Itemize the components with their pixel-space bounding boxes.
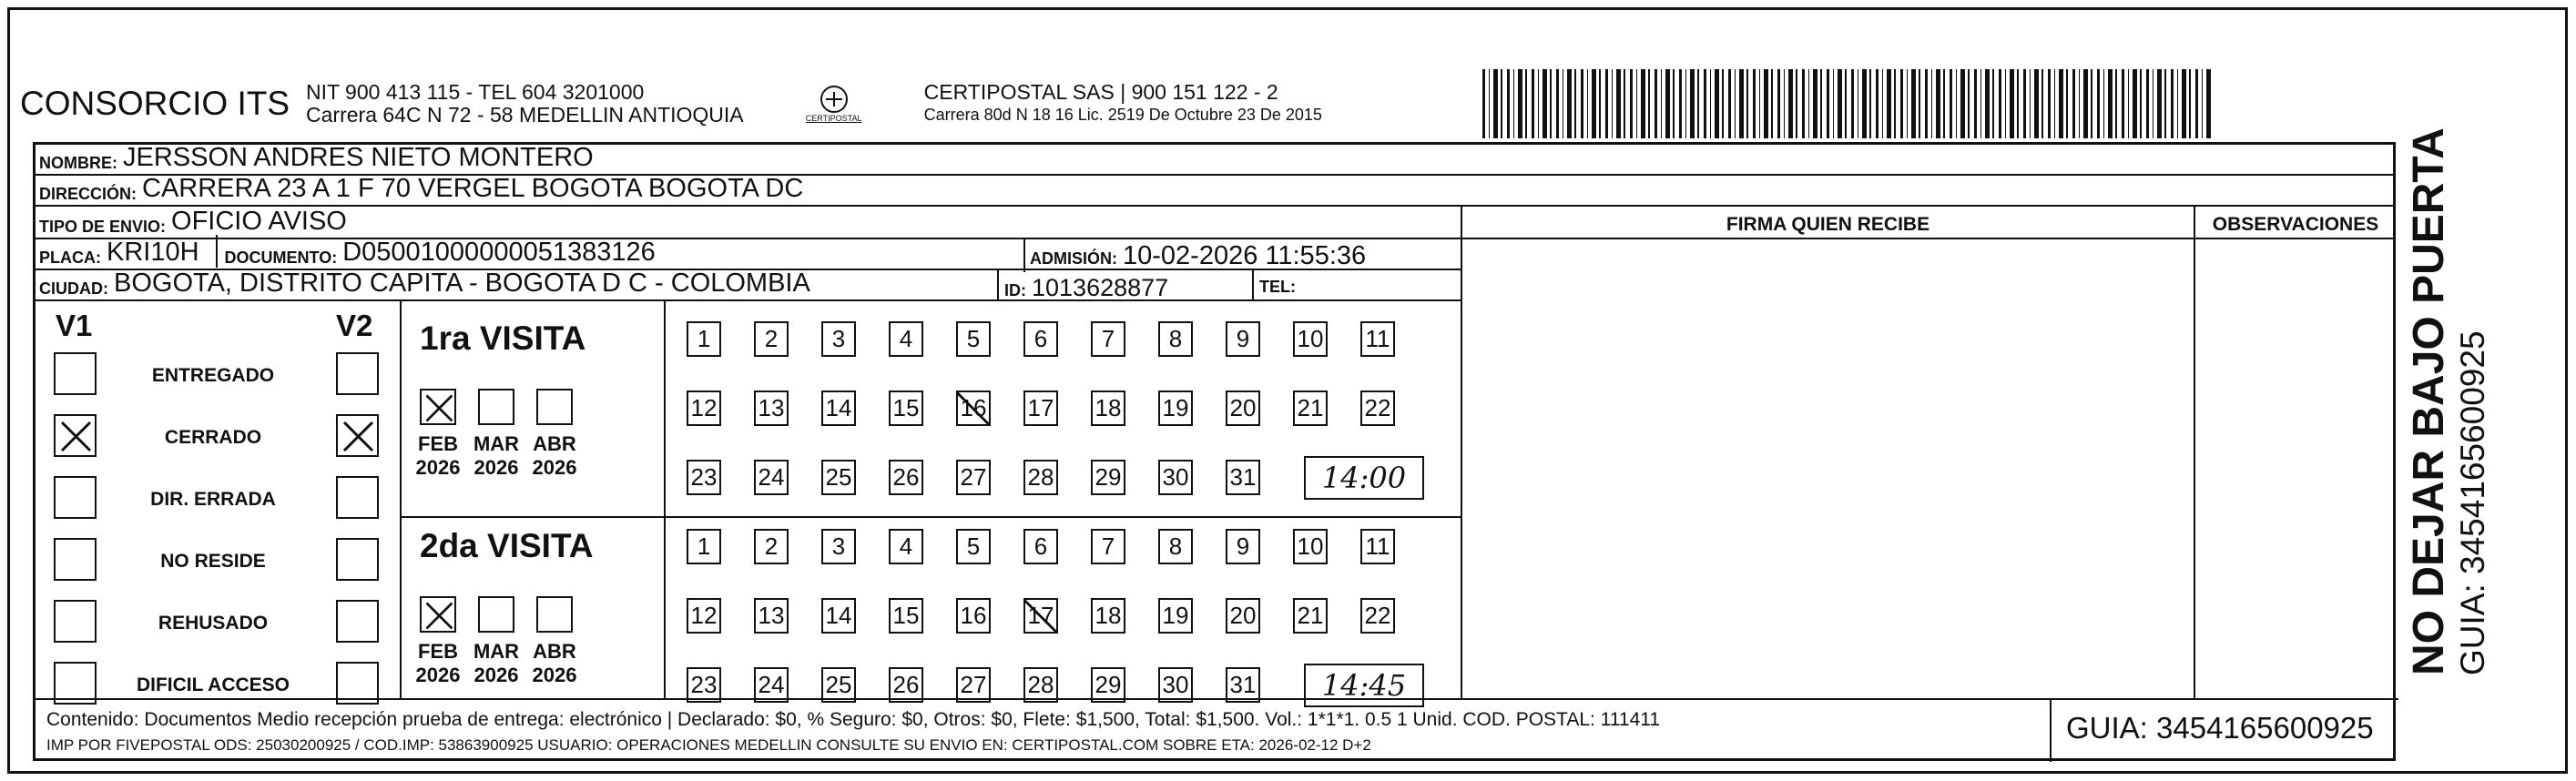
- recipient-address: CARRERA 23 A 1 F 70 VERGEL BOGOTA BOGOTA DC: [142, 174, 804, 203]
- type-row: TIPO DE ENVIO: OFICIO AVISO: [39, 207, 347, 236]
- reason-label: DIR. ERRADA: [150, 489, 276, 510]
- day-box[interactable]: 15: [889, 598, 923, 634]
- delivery-time: 14:45: [1304, 664, 1424, 707]
- day-box[interactable]: 10: [1293, 529, 1328, 564]
- day-box[interactable]: 24: [754, 667, 789, 703]
- month-label: FEB 2026: [415, 640, 461, 686]
- day-box[interactable]: 25: [821, 667, 856, 703]
- reason-label: ENTREGADO: [151, 365, 275, 386]
- day-box[interactable]: 18: [1091, 598, 1125, 634]
- guia-number: GUIA: 3454165600925: [2066, 711, 2374, 745]
- city: BOGOTA, DISTRITO CAPITA - BOGOTA D C - COLOMBIA: [114, 269, 810, 298]
- month-checkbox[interactable]: [536, 596, 573, 633]
- nit-line: NIT 900 413 115 - TEL 604 3201000: [306, 80, 645, 104]
- warning-text: NO DEJAR BAJO PUERTA: [2405, 127, 2453, 675]
- day-box[interactable]: 23: [687, 667, 721, 703]
- v2-checkbox[interactable]: [336, 414, 379, 457]
- day-box[interactable]: 28: [1023, 667, 1058, 703]
- day-box[interactable]: 31: [1226, 460, 1260, 495]
- day-box[interactable]: 20: [1226, 390, 1260, 426]
- day-box[interactable]: 3: [821, 321, 856, 357]
- month-label: MAR 2026: [473, 432, 520, 479]
- v2-checkbox[interactable]: [336, 600, 379, 643]
- v1-header: V1: [56, 309, 93, 342]
- month-checkbox[interactable]: [478, 596, 514, 633]
- day-box[interactable]: 13: [754, 390, 789, 426]
- signature-header: FIRMA QUIEN RECIBE: [1726, 214, 1930, 235]
- reason-label: NO RESIDE: [160, 551, 266, 572]
- day-box[interactable]: 28: [1023, 460, 1058, 495]
- day-box[interactable]: 21: [1293, 598, 1328, 634]
- month-label: MAR 2026: [473, 640, 520, 686]
- barcode: [1482, 69, 2213, 138]
- v2-checkbox[interactable]: [336, 352, 379, 395]
- day-box[interactable]: 26: [889, 460, 923, 495]
- day-box[interactable]: 19: [1158, 598, 1193, 634]
- day-box[interactable]: 26: [889, 667, 923, 703]
- company-name: CONSORCIO ITS: [20, 85, 290, 122]
- reason-label: REHUSADO: [158, 613, 269, 634]
- admission: ADMISIÓN: 10-02-2026 11:55:36: [1030, 241, 1367, 270]
- certipostal-logo: [784, 85, 884, 123]
- side-guia: GUIA: 3454165600925: [2454, 330, 2491, 675]
- day-box[interactable]: 29: [1091, 667, 1125, 703]
- month-checkbox[interactable]: [536, 389, 573, 425]
- day-box[interactable]: 27: [956, 667, 991, 703]
- day-box[interactable]: 31: [1226, 667, 1260, 703]
- day-box[interactable]: 16: [956, 598, 991, 634]
- day-box[interactable]: 5: [956, 529, 991, 564]
- day-box[interactable]: 17: [1023, 598, 1058, 634]
- day-box[interactable]: 19: [1158, 390, 1193, 426]
- day-box[interactable]: 21: [1293, 390, 1328, 426]
- day-box[interactable]: 17: [1023, 390, 1058, 426]
- day-box[interactable]: 23: [687, 460, 721, 495]
- day-box[interactable]: 12: [687, 390, 721, 426]
- day-box[interactable]: 5: [956, 321, 991, 357]
- month-label: FEB 2026: [415, 432, 461, 479]
- day-box[interactable]: 1: [687, 529, 721, 564]
- side-text: [2404, 129, 2492, 675]
- month-checkbox[interactable]: [420, 596, 456, 633]
- address-row: DIRECCIÓN: CARRERA 23 A 1 F 70 VERGEL BOGOTA BOGOTA DC: [36, 176, 2393, 207]
- delivery-form: [33, 142, 2396, 761]
- day-box[interactable]: 18: [1091, 390, 1125, 426]
- day-box[interactable]: 15: [889, 390, 923, 426]
- plate: KRI10H: [107, 238, 199, 267]
- v2-header: V2: [336, 309, 373, 342]
- courier-info: [924, 81, 1322, 127]
- company-info: [306, 81, 744, 127]
- name-row: NOMBRE: JERSSON ANDRES NIETO MONTERO: [36, 145, 2393, 176]
- id-field: ID: 1013628877: [1004, 274, 1169, 301]
- day-box[interactable]: 27: [956, 460, 991, 495]
- license-line: Carrera 80d N 18 16 Lic. 2519 De Octubre 23 De 2015: [923, 106, 1322, 124]
- tel-field: TEL:: [1259, 278, 1296, 296]
- day-box[interactable]: 16: [956, 390, 991, 426]
- plate-row: PLACA: KRI10H DOCUMENTO: D05001000000051383126: [36, 238, 1462, 270]
- day-box[interactable]: 2: [754, 321, 789, 357]
- logo-icon: [818, 85, 850, 114]
- city-row: CIUDAD: BOGOTA, DISTRITO CAPITA - BOGOTA D C - COLOMBIA: [36, 270, 1462, 301]
- day-box[interactable]: 11: [1360, 529, 1395, 564]
- v2-checkbox[interactable]: [336, 476, 379, 519]
- print-info-line: IMP POR FIVEPOSTAL ODS: 25030200925 / COD.IMP: 53863900925 USUARIO: OPERACIONES MEDELLIN CONSULTE SU ENVIO EN: CERTIPOSTAL.COM SOBRE ETA: 2026-02-12 D+2: [46, 736, 1371, 754]
- day-box[interactable]: 30: [1158, 667, 1193, 703]
- day-box[interactable]: 7: [1091, 321, 1125, 357]
- reason-label: DIFICIL ACCESO: [136, 674, 290, 695]
- observations-header: OBSERVACIONES: [2212, 214, 2379, 235]
- day-box[interactable]: 4: [889, 529, 923, 564]
- day-box[interactable]: 6: [1023, 529, 1058, 564]
- day-box[interactable]: 7: [1091, 529, 1125, 564]
- first-visit-title: 1ra VISITA: [420, 320, 586, 357]
- day-box[interactable]: 13: [754, 598, 789, 634]
- shipment-type: OFICIO AVISO: [171, 207, 347, 236]
- day-box[interactable]: 20: [1226, 598, 1260, 634]
- day-box[interactable]: 6: [1023, 321, 1058, 357]
- footer: [36, 698, 2398, 762]
- day-box[interactable]: 12: [687, 598, 721, 634]
- month-checkbox[interactable]: [478, 389, 514, 425]
- courier-line: CERTIPOSTAL SAS | 900 151 122 - 2: [923, 80, 1278, 104]
- day-box[interactable]: 9: [1226, 321, 1260, 357]
- logo-text: CERTIPOSTAL: [805, 114, 862, 123]
- day-box[interactable]: 8: [1158, 529, 1193, 564]
- day-box[interactable]: 3: [821, 529, 856, 564]
- document-number: D05001000000051383126: [342, 238, 656, 267]
- day-box[interactable]: 11: [1360, 321, 1395, 357]
- day-box[interactable]: 4: [889, 321, 923, 357]
- day-box[interactable]: 10: [1293, 321, 1328, 357]
- day-box[interactable]: 8: [1158, 321, 1193, 357]
- delivery-time: 14:00: [1304, 456, 1424, 500]
- day-box[interactable]: 1: [687, 321, 721, 357]
- second-visit-title: 2da VISITA: [420, 527, 594, 564]
- month-label: ABR 2026: [532, 432, 577, 479]
- day-box[interactable]: 24: [754, 460, 789, 495]
- day-box[interactable]: 25: [821, 460, 856, 495]
- day-box[interactable]: 2: [754, 529, 789, 564]
- day-box[interactable]: 29: [1091, 460, 1125, 495]
- day-box[interactable]: 9: [1226, 529, 1260, 564]
- day-box[interactable]: 22: [1360, 390, 1395, 426]
- day-box[interactable]: 14: [821, 390, 856, 426]
- day-box[interactable]: 22: [1360, 598, 1395, 634]
- recipient-name: JERSSON ANDRES NIETO MONTERO: [123, 143, 594, 172]
- content-line: Contenido: Documentos Medio recepción prueba de entrega: electrónico | Declarado: $0, % Seguro: $0, Otros: $0, Flete: $1,500, Total: $1,500. Vol.: 1*1*1. 0.5 1 Unid. COD. POSTAL: 111411: [46, 709, 1661, 730]
- month-checkbox[interactable]: [420, 389, 456, 425]
- day-box[interactable]: 30: [1158, 460, 1193, 495]
- reason-label: CERRADO: [164, 427, 262, 448]
- v2-checkbox[interactable]: [336, 538, 379, 581]
- address-line: Carrera 64C N 72 - 58 MEDELLIN ANTIOQUIA: [306, 103, 744, 127]
- month-label: ABR 2026: [532, 640, 577, 686]
- day-box[interactable]: 14: [821, 598, 856, 634]
